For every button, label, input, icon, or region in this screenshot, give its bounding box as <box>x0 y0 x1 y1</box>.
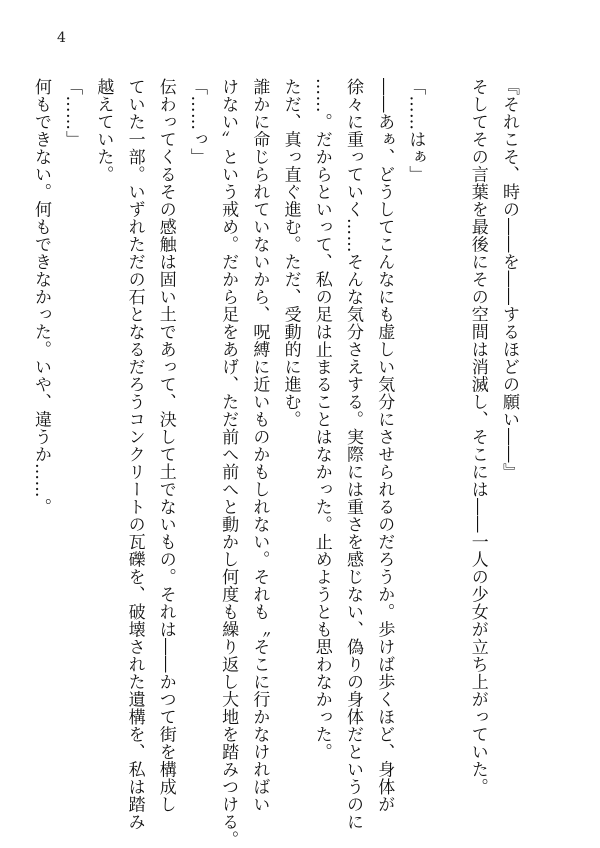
text-line: 「……はぁ」 <box>405 78 426 183</box>
text-line: 『それこそ、時の――を――するほどの願い――』 <box>499 78 519 481</box>
text-line: ただ、真っ直ぐ進む。ただ、受動的に進む。 <box>280 78 301 428</box>
text-line: そしてその言葉を最後にその空間は消滅し、そこには――一人の少女が立ち上がっていた。 <box>467 78 488 796</box>
text-line: 「……っ」 <box>186 78 207 166</box>
text-line: ていた一部。いずれただの石となるだろうコンクリートの瓦礫を、破壊された遺構を、私は踏み <box>124 78 145 831</box>
text-line: ――あぁ、どうしてこんなにも虚しい気分にさせられるのだろうか。歩けば歩くほど、身体が <box>374 78 395 813</box>
text-line: 徐々に重っていく……そんな気分さえする。実際には重さを感じない、偽りの身体だというのに <box>342 78 363 831</box>
text-line: ……。だからといって、私の足は止まることはなかった。止めようとも思わなかった。 <box>311 78 332 761</box>
text-line: 伝わってくるその感触は固い土であって、決して土でないもの。それは――かつて街を構成し <box>155 78 176 813</box>
text-line: 越えていた。 <box>93 78 114 183</box>
page-number: 4 <box>57 30 66 46</box>
text-line: 誰かに命じられていないから、呪縛に近いものかもしれない。それも〝そこに行かなければい <box>249 78 270 813</box>
text-line: 「……」 <box>62 78 83 148</box>
text-line: けない〟という戒め。だから足をあげ、ただ前へ前へと動かし何度も繰り返し大地を踏みつける。 <box>218 78 239 848</box>
text-line: 何もできない。何もできなかった。いや、違うか……。 <box>30 78 51 516</box>
blank-line <box>430 78 461 798</box>
vertical-text-body <box>25 78 524 848</box>
